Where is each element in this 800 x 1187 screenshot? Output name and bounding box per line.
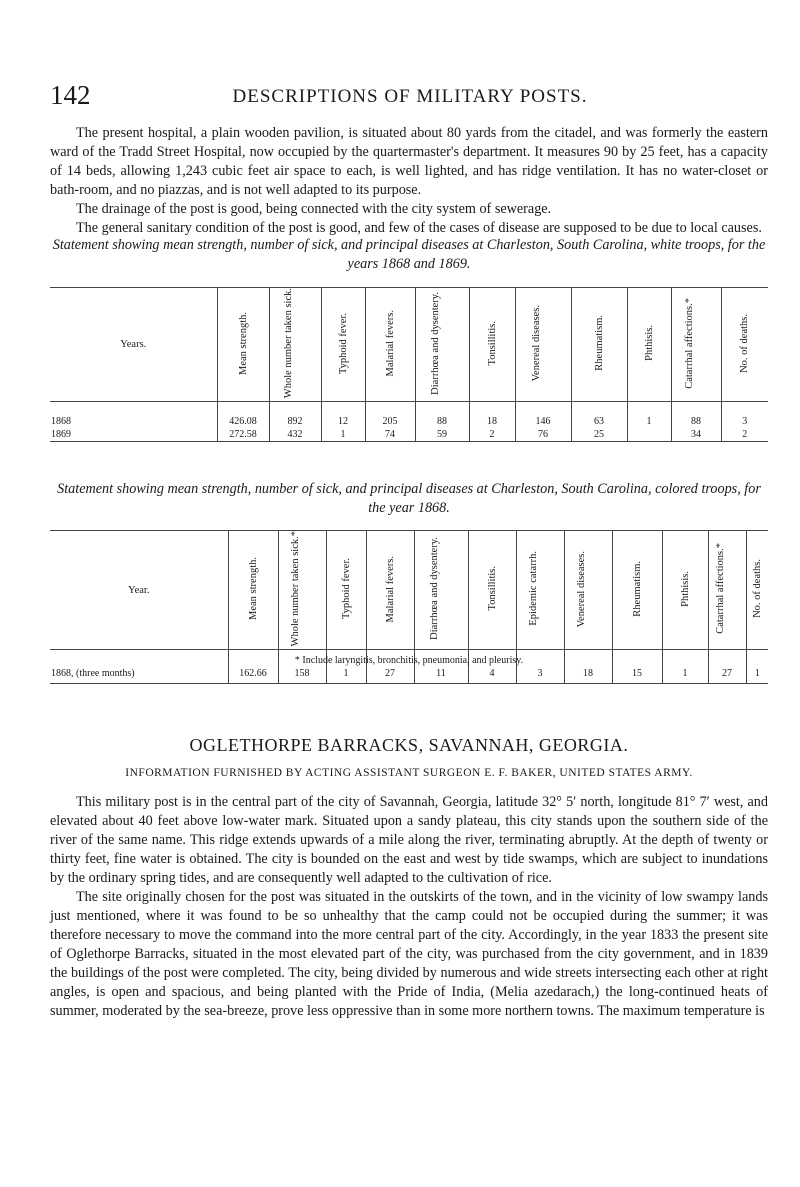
page-header (50, 80, 770, 110)
table-cell: 2 (721, 428, 768, 442)
table-cell: 1 (321, 428, 365, 442)
column-header: Diarrhœa and dysentery. (415, 288, 469, 402)
column-header: Epidemic catarrh. (516, 531, 564, 650)
table-cell: 426.08 (217, 415, 269, 428)
table-cell: 63 (571, 415, 627, 428)
column-header: Malarial fevers. (366, 531, 414, 650)
column-header: Diarrhœa and dysentery. (414, 531, 468, 650)
column-header: Year. (50, 531, 228, 650)
table-cell: 12 (321, 415, 365, 428)
table-cell (627, 428, 671, 442)
row-label: 1869 (50, 428, 217, 442)
table2-caption: Statement showing mean strength, number of sick, and principal diseases at Charleston, South Carolina, colored troops, for the year 1868. (57, 481, 761, 516)
table-row (50, 663, 768, 683)
table-row (50, 428, 768, 442)
column-header: Rheumatism. (612, 531, 662, 650)
intro-text (50, 124, 768, 238)
column-header: Rheumatism. (571, 288, 627, 402)
column-header: No. of deaths. (746, 531, 768, 650)
column-header: Tonsillitis. (468, 531, 516, 650)
table-cell: 1 (326, 663, 366, 683)
table-footnote: * Include laryngitis, bronchitis, pneumonia, and pleurisy. (294, 655, 524, 666)
paragraph: The site originally chosen for the post was situated in the outskirts of the town, and in the vicinity of low swampy lands just mentioned, where it was found to be so unhealthy that the camp could not be occupied during the summer; it was therefore necessary to move the command into the more central part of the city. Accordingly, in the year 1833 the present site of Oglethorpe Barracks, situated in the most elevated part of the city, was purchased from the city government, and in 1839 the buildings of the post were completed. The city, being divided by numerous and wide streets intersecting each other at right angles, is open and spacious, and being planted with the Pride of India, (Melia azedarach,) the long-continued heats of summer, moderated by the sea-breeze, prove less oppressive than in some more northern towns. The maximum temperature is (50, 889, 768, 1019)
table-cell: 272.58 (217, 428, 269, 442)
column-header: Malarial fevers. (365, 288, 415, 402)
page-number: 142 (50, 80, 91, 110)
table-cell: 34 (671, 428, 721, 442)
column-header: Venereal diseases. (564, 531, 612, 650)
table-cell: 74 (365, 428, 415, 442)
table-cell: 88 (671, 415, 721, 428)
column-header: Whole number taken sick.* (278, 531, 326, 650)
table-cell: 3 (721, 415, 768, 428)
table-cell: 205 (365, 415, 415, 428)
column-header: Catarrhal affections.* (708, 531, 746, 650)
column-header: Typhoid fever. (321, 288, 365, 402)
table-cell: 2 (469, 428, 515, 442)
table-cell: 158 (278, 663, 326, 683)
row-label: 1868, (three months) (50, 663, 228, 683)
paragraph: The present hospital, a plain wooden pavilion, is situated about 80 yards from the citadel, and was formerly the eastern ward of the Tradd Street Hospital, now occupied by the quartermaster's department. It measures 90 by 25 feet, has a capacity of 14 beds, allowing 1,243 cubic feet air space to each, is well lighted, and has ridge ventilation. It has no water-closet or bath-room, and no piazzas, and is not well adapted to its purpose. (50, 125, 768, 198)
table-cell: 162.66 (228, 663, 278, 683)
table-header-row (50, 531, 768, 650)
column-header: Mean strength. (217, 288, 269, 402)
table-cell: 3 (516, 663, 564, 683)
table-cell: 432 (269, 428, 321, 442)
column-header: Catarrhal affections.* (671, 288, 721, 402)
table-cell: 27 (366, 663, 414, 683)
paragraph: The drainage of the post is good, being connected with the city system of sewerage. (76, 201, 552, 217)
table-cell: 15 (612, 663, 662, 683)
table-cell: 146 (515, 415, 571, 428)
column-header: Venereal diseases. (515, 288, 571, 402)
column-header: Phthisis. (627, 288, 671, 402)
table-cell: 18 (469, 415, 515, 428)
table-cell: 25 (571, 428, 627, 442)
column-header: Years. (50, 288, 217, 402)
table-white-troops (50, 287, 768, 442)
row-label: 1868 (51, 416, 71, 428)
table-header-row (50, 288, 768, 402)
table-row (50, 415, 768, 428)
running-head: DESCRIPTIONS OF MILITARY POSTS. (232, 86, 588, 107)
table-cell: 88 (415, 415, 469, 428)
table-cell: 59 (415, 428, 469, 442)
column-header: Whole number taken sick. (269, 288, 321, 402)
table-cell: 76 (515, 428, 571, 442)
column-header: Tonsillitis. (469, 288, 515, 402)
paragraph: This military post is in the central part of the city of Savannah, Georgia, latitude 32° 5′ north, longitude 81° 7′ west, and elevated about 40 feet above low-water mark. Situated upon a sandy plateau, this city stands upon the southern side of the river of the same name. This ridge extends upwards of a mile along the river, terminating abruptly. At the depth of twenty or thirty feet, fine water is obtained. The city is bounded on the east and west by tide swamps, which are subject to inundations by the ordinary spring tides, and are consequently well adapted to the cultivation of rice. (50, 794, 768, 886)
table1-caption: Statement showing mean strength, number of sick, and principal diseases at Charleston, South Carolina, white troops, for the years 1868 and 1869. (52, 237, 766, 272)
table-cell: 1 (746, 663, 768, 683)
table-cell: 1 (627, 415, 671, 428)
column-header: Typhoid fever. (326, 531, 366, 650)
section-subtitle: INFORMATION FURNISHED BY ACTING ASSISTANT SURGEON E. F. BAKER, UNITED STATES ARMY. (125, 767, 693, 779)
table-cell: 27 (708, 663, 746, 683)
column-header: Phthisis. (662, 531, 708, 650)
section-text (50, 793, 768, 1021)
table-cell: 11 (414, 663, 468, 683)
column-header: No. of deaths. (721, 288, 768, 402)
table-cell: 1 (662, 663, 708, 683)
paragraph: The general sanitary condition of the post is good, and few of the cases of disease are supposed to be due to local causes. (76, 220, 762, 236)
table-cell: 18 (564, 663, 612, 683)
column-header: Mean strength. (228, 531, 278, 650)
table-cell: 892 (269, 415, 321, 428)
section-title: OGLETHORPE BARRACKS, SAVANNAH, GEORGIA. (189, 735, 629, 755)
table-cell: 4 (468, 663, 516, 683)
